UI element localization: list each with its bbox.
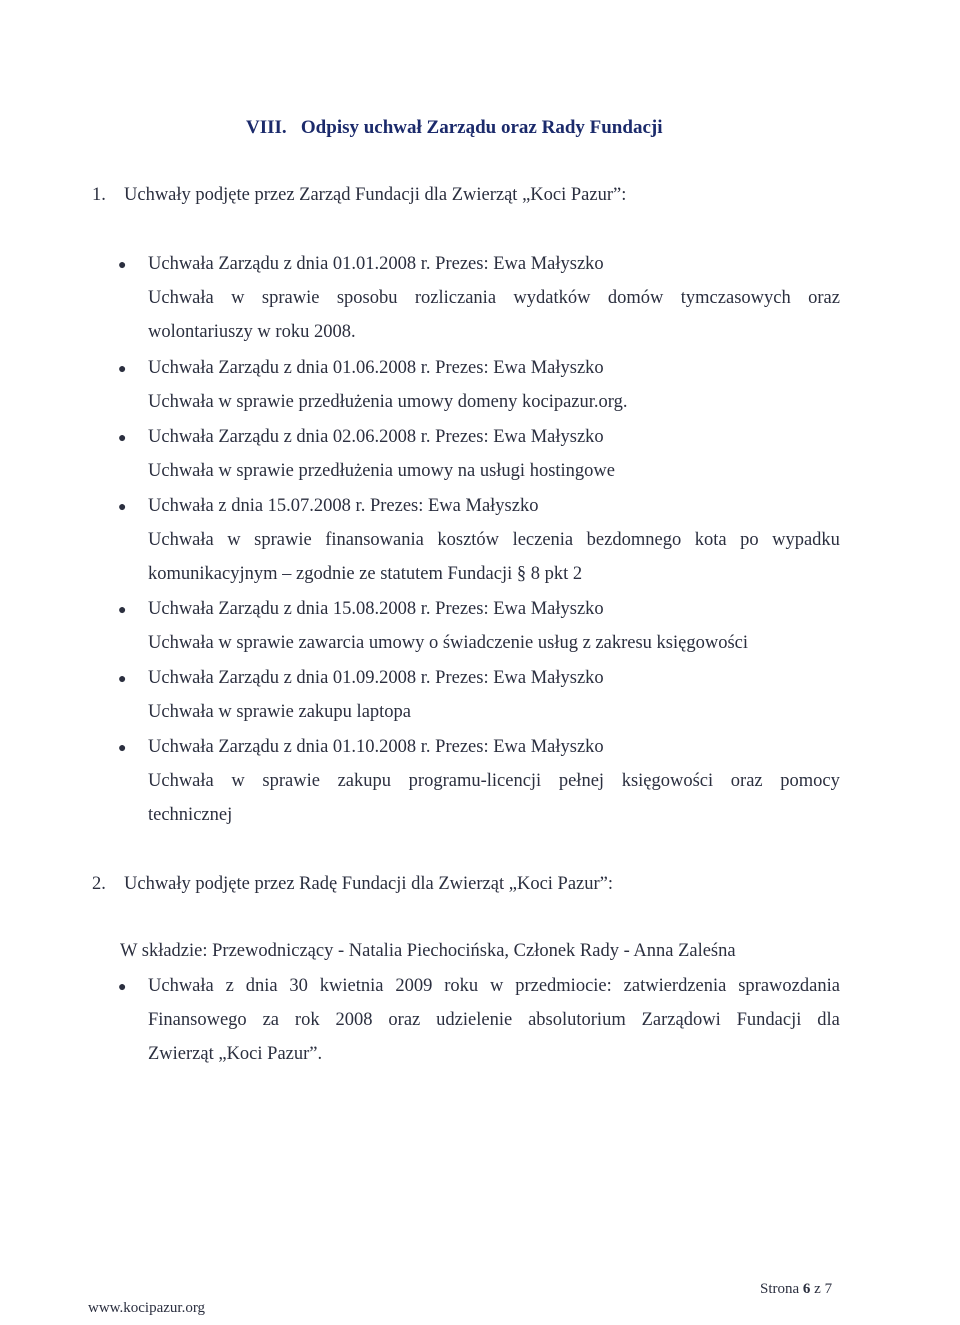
word: sprawozdania — [738, 976, 840, 996]
bullet-icon: ● — [118, 672, 127, 687]
word: Uchwała — [148, 288, 214, 308]
board-composition: W składzie: Przewodniczący - Natalia Piechocińska, Członek Rady - Anna Zaleśna — [120, 941, 736, 961]
word: tymczasowych — [680, 288, 791, 308]
bullet-icon: ● — [118, 431, 127, 446]
word: wypadku — [772, 530, 840, 550]
word: dnia — [245, 976, 278, 996]
word: Zarządowi — [641, 1010, 721, 1030]
bullet-icon: ● — [118, 500, 127, 515]
section-heading — [246, 117, 662, 139]
board-resolution-line2 — [148, 1010, 840, 1031]
word: 2009 — [395, 976, 433, 996]
page-number — [760, 1281, 832, 1298]
section1-title: Uchwały podjęte przez Zarząd Fundacji dla Zwierząt „Koci Pazur”: — [124, 185, 627, 205]
page-total: 7 — [824, 1281, 833, 1297]
word: dla — [817, 1010, 840, 1030]
word: finansowania — [325, 530, 424, 550]
word: zakupu — [337, 771, 392, 791]
resolution-header-1: Uchwała Zarządu z dnia 01.01.2008 r. Prezes: Ewa Małyszko — [148, 254, 604, 274]
board-resolution-line3: Zwierząt „Koci Pazur”. — [148, 1044, 323, 1064]
bullet-icon: ● — [118, 258, 127, 273]
page-separator: z — [814, 1281, 821, 1297]
word: domów — [607, 288, 664, 308]
resolution-body-1-line2: wolontariuszy w roku 2008. — [148, 322, 356, 342]
section2-number: 2. — [92, 874, 106, 894]
word: oraz — [730, 771, 763, 791]
word: Fundacji — [736, 1010, 802, 1030]
word: Finansowego — [148, 1010, 247, 1030]
word: w — [231, 771, 245, 791]
resolution-header-3: Uchwała Zarządu z dnia 02.06.2008 r. Prezes: Ewa Małyszko — [148, 427, 604, 447]
word: pełnej — [558, 771, 605, 791]
resolution-header-6: Uchwała Zarządu z dnia 01.09.2008 r. Prezes: Ewa Małyszko — [148, 668, 604, 688]
section1-number: 1. — [92, 185, 106, 205]
resolution-body-5: Uchwała w sprawie zawarcia umowy o świadczenie usług z zakresu księgowości — [148, 633, 749, 653]
word: oraz — [808, 288, 840, 308]
resolution-body-4-line1 — [148, 530, 840, 551]
resolution-header-5: Uchwała Zarządu z dnia 15.08.2008 r. Prezes: Ewa Małyszko — [148, 599, 604, 619]
resolution-body-7-line2: technicznej — [148, 805, 233, 825]
word: w — [227, 530, 241, 550]
word: za — [262, 1010, 280, 1030]
word: sprawie — [254, 530, 312, 550]
word: kota — [694, 530, 727, 550]
word: zatwierdzenia — [623, 976, 727, 996]
word: Uchwała — [148, 976, 214, 996]
heading-number: VIII. — [246, 117, 287, 138]
bullet-icon: ● — [118, 362, 127, 377]
word: oraz — [388, 1010, 421, 1030]
word: leczenia — [512, 530, 574, 550]
word: rok — [294, 1010, 320, 1030]
word: księgowości — [621, 771, 714, 791]
resolution-header-4: Uchwała z dnia 15.07.2008 r. Prezes: Ewa Małyszko — [148, 496, 539, 516]
word: 30 — [289, 976, 308, 996]
resolution-body-7-line1 — [148, 771, 840, 792]
resolution-body-4-line2: komunikacyjnym – zgodnie ze statutem Fundacji § 8 pkt 2 — [148, 564, 583, 584]
heading-title: Odpisy uchwał Zarządu oraz Rady Fundacji — [300, 117, 663, 138]
page-label: Strona — [760, 1281, 800, 1297]
word: z — [225, 976, 234, 996]
word: absolutorium — [528, 1010, 626, 1030]
resolution-header-7: Uchwała Zarządu z dnia 01.10.2008 r. Prezes: Ewa Małyszko — [148, 737, 604, 757]
word: Uchwała — [148, 771, 214, 791]
board-resolution-line1 — [148, 976, 840, 997]
word: udzielenie — [436, 1010, 513, 1030]
resolution-body-1-line1 — [148, 288, 840, 309]
word: sprawie — [262, 771, 320, 791]
resolution-header-2: Uchwała Zarządu z dnia 01.06.2008 r. Prezes: Ewa Małyszko — [148, 358, 604, 378]
word: kosztów — [437, 530, 500, 550]
resolution-body-2: Uchwała w sprawie przedłużenia umowy domeny kocipazur.org. — [148, 392, 628, 412]
word: w — [231, 288, 245, 308]
word: rozliczania — [414, 288, 497, 308]
resolution-body-3: Uchwała w sprawie przedłużenia umowy na usługi hostingowe — [148, 461, 615, 481]
word: Uchwała — [148, 530, 214, 550]
word: roku — [444, 976, 479, 996]
word: pomocy — [780, 771, 840, 791]
word: sprawie — [261, 288, 320, 308]
word: kwietnia — [319, 976, 384, 996]
footer-website: www.kocipazur.org — [88, 1300, 206, 1316]
word: po — [740, 530, 759, 550]
word: sposobu — [336, 288, 398, 308]
bullet-icon: ● — [118, 741, 127, 756]
resolution-body-6: Uchwała w sprawie zakupu laptopa — [148, 702, 412, 722]
bullet-icon: ● — [118, 603, 127, 618]
bullet-icon: ● — [118, 980, 127, 995]
word: bezdomnego — [586, 530, 682, 550]
word: 2008 — [335, 1010, 373, 1030]
word: przedmiocie: — [515, 976, 612, 996]
word: programu-licencji — [408, 771, 542, 791]
section2-title: Uchwały podjęte przez Radę Fundacji dla Zwierząt „Koci Pazur”: — [124, 874, 614, 894]
page-current: 6 — [802, 1281, 811, 1297]
word: wydatków — [513, 288, 591, 308]
word: w — [489, 976, 504, 996]
